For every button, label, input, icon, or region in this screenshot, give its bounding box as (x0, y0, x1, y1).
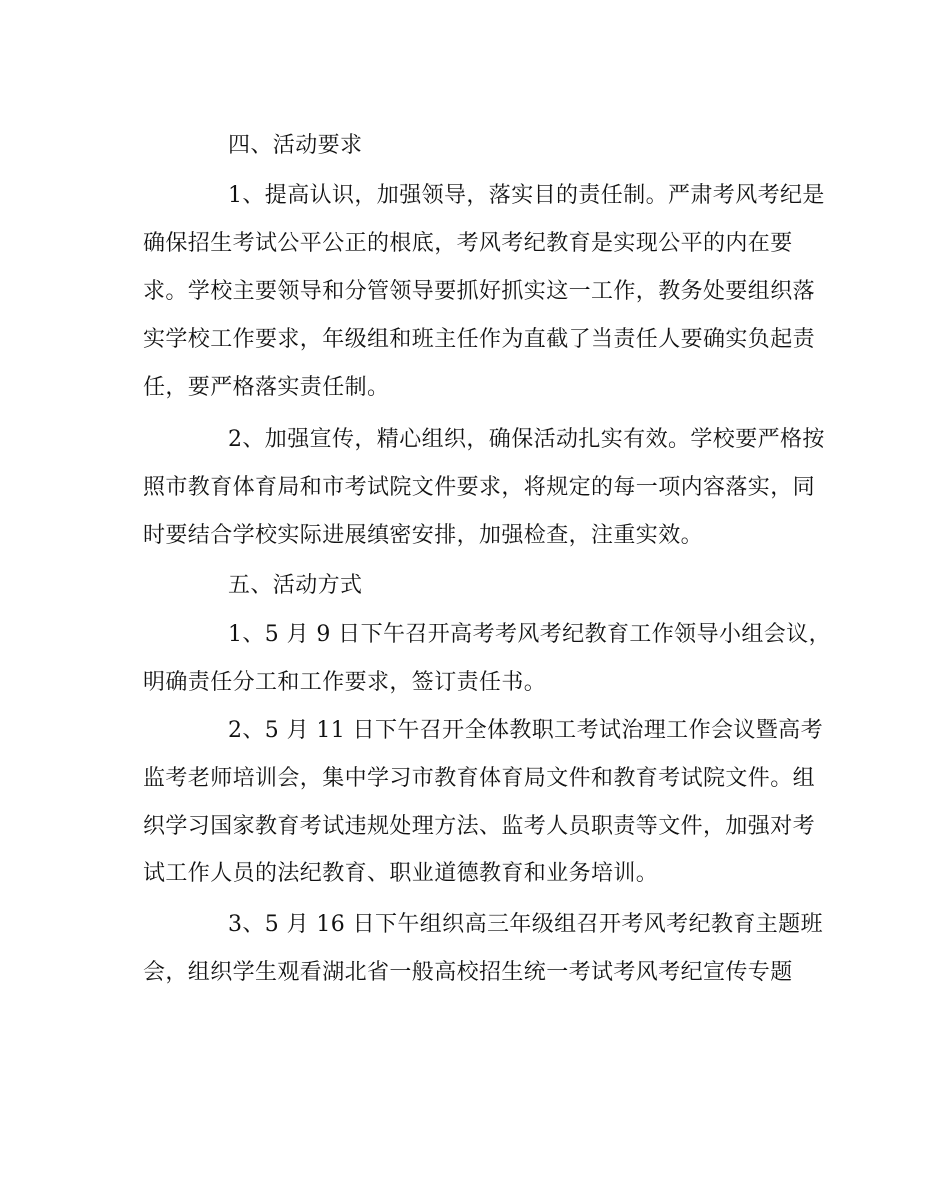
section-5-item-3-line-1: 3、5 月 16 日下午组织高三年级组召开考风考纪教育主题班 (228, 912, 823, 937)
section-4-item-1-line-4: 实学校工作要求，年级组和班主任作为直截了当责任人要确实负起责 (143, 327, 816, 352)
section-5-item-1-line-2: 明确责任分工和工作要求，签订责任书。 (143, 670, 547, 695)
section-5-item-2-line-3: 织学习国家教育考试违规处理方法、监考人员职责等文件，加强对考 (143, 814, 816, 839)
section-4-item-2-line-1: 2、加强宣传，精心组织，确保活动扎实有效。学校要严格按 (228, 427, 825, 452)
section-5-item-2-line-1: 2、5 月 11 日下午召开全体教职工考试治理工作会议暨高考 (228, 718, 823, 743)
section-4-heading: 四、活动要求 (228, 133, 363, 158)
section-5-heading: 五、活动方式 (228, 573, 363, 598)
section-5-item-3-line-2: 会，组织学生观看湖北省一般高校招生统一考试考风考纪宣传专题 (143, 960, 793, 985)
section-4-item-1-line-3: 求。学校主要领导和分管领导要抓好抓实这一工作，教务处要组织落 (143, 279, 816, 304)
section-5-item-2-line-2: 监考老师培训会，集中学习市教育体育局文件和教育考试院文件。组 (143, 766, 816, 791)
section-5-item-2-line-4: 试工作人员的法纪教育、职业道德教育和业务培训。 (143, 861, 659, 886)
section-4-item-2-line-3: 时要结合学校实际进展缜密安排，加强检查，注重实效。 (143, 523, 704, 548)
section-5-item-1-line-1: 1、5 月 9 日下午召开高考考风考纪教育工作领导小组会议， (228, 622, 831, 647)
section-4-item-2-line-2: 照市教育体育局和市考试院文件要求，将规定的每一项内容落实，同 (143, 475, 816, 500)
section-4-item-1-line-1: 1、提高认识，加强领导，落实目的责任制。严肃考风考纪是 (228, 183, 825, 208)
section-4-item-1-line-2: 确保招生考试公平公正的根底，考风考纪教育是实现公平的内在要 (143, 231, 793, 256)
section-4-item-1-line-5: 任，要严格落实责任制。 (143, 375, 390, 400)
